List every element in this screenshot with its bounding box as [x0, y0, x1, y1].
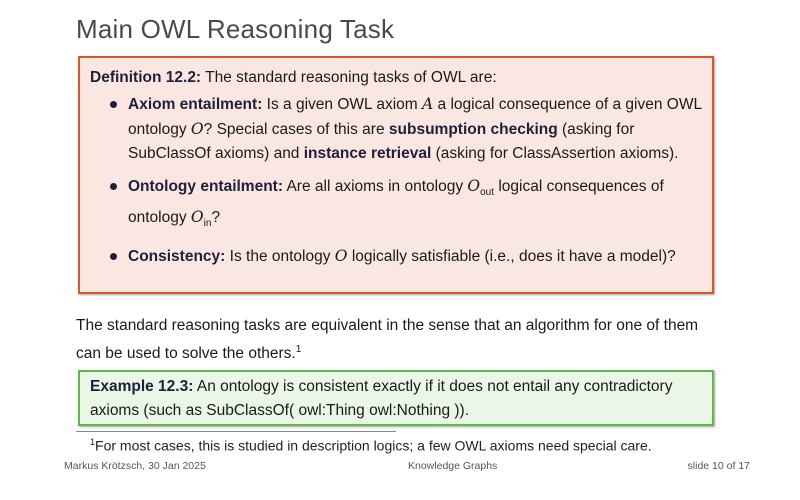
item-text: logical consequences of ontology — [128, 178, 664, 227]
footer-slide-number: slide 10 of 17 — [687, 460, 750, 472]
paragraph-text: The standard reasoning tasks are equivalent in the sense that an algorithm for one of them can be used to solve the others. — [76, 317, 699, 363]
item-text: (asking for SubClassOf axioms) and — [128, 121, 635, 162]
definition-heading — [90, 67, 497, 89]
math-letter: O — [467, 177, 481, 195]
item-heading: Axiom entailment: — [128, 96, 263, 113]
item-text: logically satisfiable (i.e., does it have a model)? — [351, 248, 676, 266]
example-text: An ontology is consistent exactly if it does not entail any contradictory axioms (such as SubClassOf( owl:Thing owl:Nothing )). — [90, 378, 673, 419]
footer-author: Markus Krötzsch, 30 Jan 2025 — [64, 460, 206, 472]
math-symbol: O — [334, 247, 348, 266]
item-heading: Consistency: — [128, 248, 226, 266]
math-subscript: in — [203, 218, 212, 230]
footnote-text: For most cases, this is studied in description logics; a few OWL axioms need special care. — [95, 437, 652, 454]
bullet-icon — [110, 101, 117, 108]
math-symbol: O — [190, 120, 204, 138]
bullet-icon — [110, 183, 117, 190]
math-symbol — [467, 177, 495, 199]
item-text: Is the ontology — [229, 248, 331, 266]
item-text: Is a given OWL axiom — [266, 96, 418, 113]
math-subscript: out — [480, 187, 495, 199]
definition-label: Definition 12.2: — [90, 69, 202, 86]
math-symbol: A — [422, 95, 434, 113]
item-text: a logical consequence of a given OWL ontology — [128, 96, 702, 138]
footnote — [90, 437, 652, 454]
footnote-divider — [76, 431, 396, 432]
slide-title: Main OWL Reasoning Task — [76, 14, 395, 44]
item-bold-term: instance retrieval — [303, 145, 432, 162]
item-text: ? Special cases of this are — [203, 121, 385, 138]
list-item-axiom-entailment — [90, 92, 702, 166]
item-text: Are all axioms in ontology — [286, 178, 464, 195]
body-paragraph — [76, 314, 726, 366]
definition-box — [78, 56, 714, 294]
bullet-icon — [110, 253, 117, 260]
example-content — [90, 375, 702, 423]
footnote-mark: 1 — [90, 437, 96, 447]
item-text: (asking for ClassAssertion axioms). — [435, 145, 679, 162]
item-heading: Ontology entailment: — [128, 178, 283, 195]
list-item-ontology-entailment — [90, 174, 702, 236]
list-item-consistency — [90, 244, 702, 269]
definition-list — [90, 92, 702, 277]
math-letter: O — [190, 208, 204, 227]
example-label: Example 12.3: — [90, 378, 194, 395]
example-box — [78, 370, 714, 426]
item-bold-term: subsumption checking — [388, 121, 558, 138]
definition-intro: The standard reasoning tasks of OWL are: — [205, 69, 497, 86]
math-symbol — [190, 208, 212, 230]
item-text: ? — [211, 209, 221, 227]
footer-course: Knowledge Graphs — [408, 460, 498, 472]
footnote-reference[interactable]: 1 — [295, 344, 302, 355]
